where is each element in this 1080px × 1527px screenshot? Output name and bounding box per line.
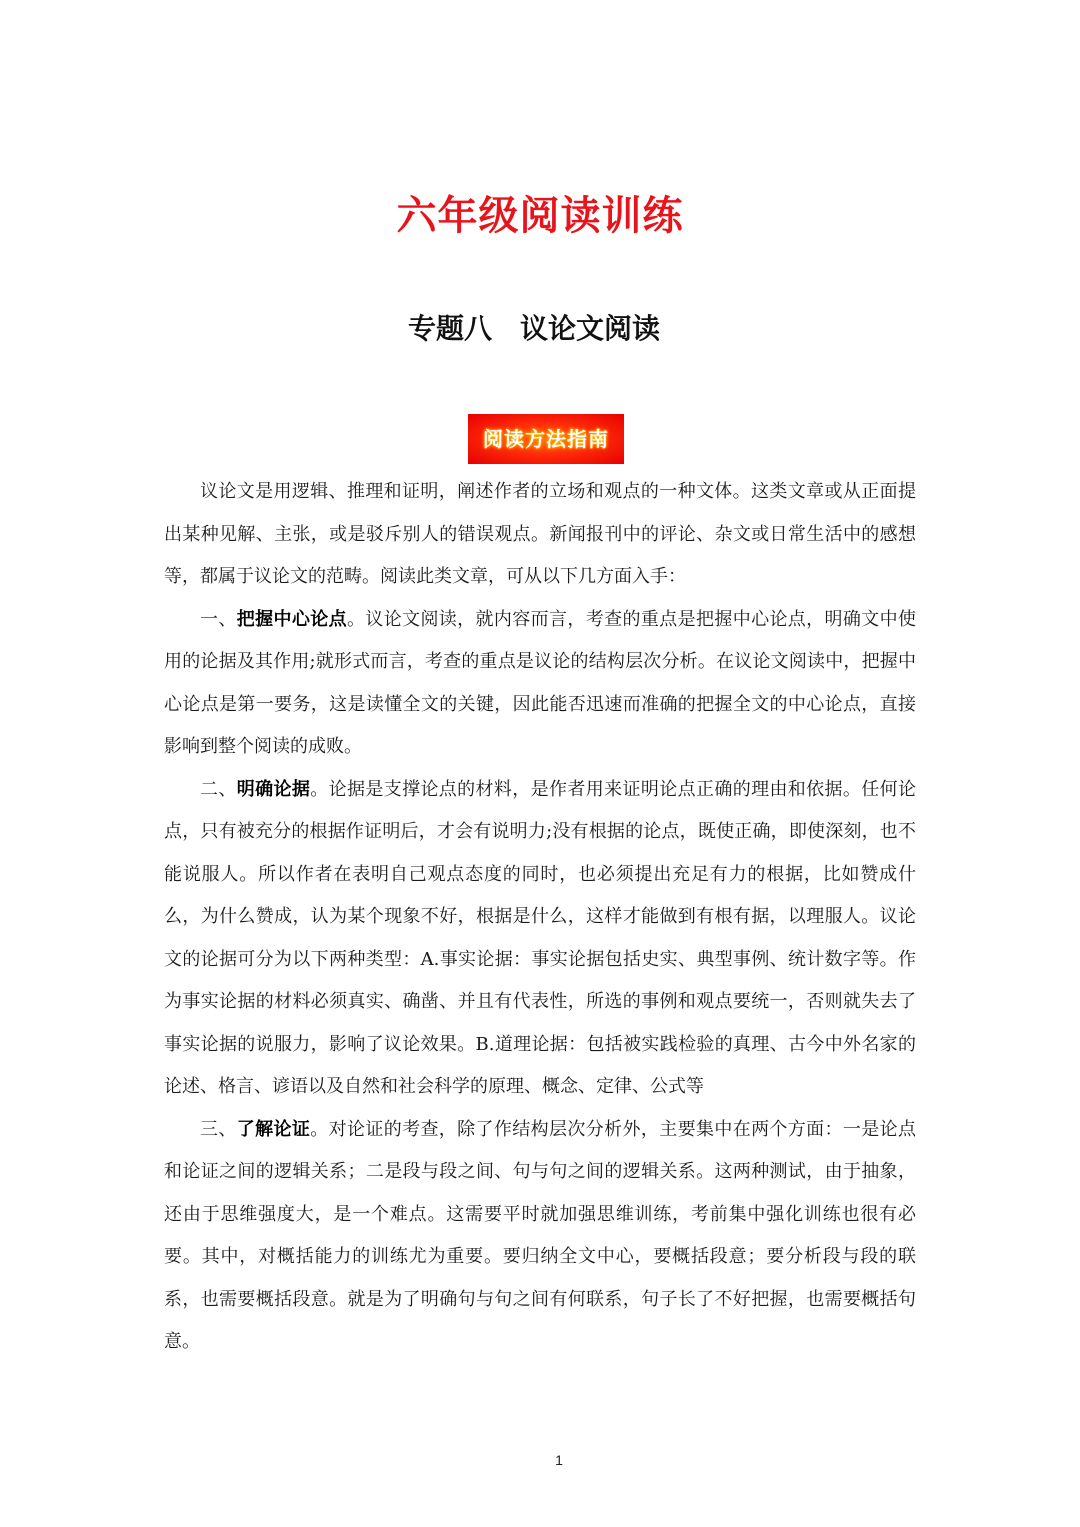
paragraph-text: 。议论文阅读，就内容而言，考查的重点是把握中心论点，明确文中使用的论据及其作用;就形式而言，考查的重点是议论的结构层次分析。在议论文阅读中，把握中心论点是第一要务，这是读懂全文的关键，因此能否迅速而准确的把握全文的中心论点，直接影响到整个阅读的成败。: [164, 608, 917, 757]
paragraph-text: 。对论证的考查，除了作结构层次分析外，主要集中在两个方面：一是论点和论证之间的逻辑关系；二是段与段之间、句与句之间的逻辑关系。这两种测试，由于抽象，还由于思维强度大，是一个难点。这需要平时就加强思维训练，考前集中强化训练也很有必要。其中，对概括能力的训练尤为重要。要归纳全文中心，要概括段意；要分析段与段的联系，也需要概括段意。就是为了明确句与句之间有何联系，句子长了不好把握，也需要概括句意。: [164, 1118, 917, 1352]
page-subtitle: 专题八 议论文阅读: [407, 312, 660, 345]
reading-guide-badge: 阅读方法指南: [468, 414, 624, 464]
paragraph-text: 议论文是用逻辑、推理和证明，阐述作者的立场和观点的一种文体。这类文章或从正面提出某种见解、主张，或是驳斥别人的错误观点。新闻报刊中的评论、杂文或日常生活中的感想等，都属于议论文的范畴。阅读此类文章，可从以下几方面入手：: [164, 481, 916, 587]
page-title: 六年级阅读训练: [396, 193, 684, 239]
article-body: [164, 471, 916, 1364]
section-heading: 明确论据: [236, 778, 311, 800]
page-number: 1: [555, 1452, 563, 1468]
section-paragraph-3: [164, 1109, 916, 1364]
section-heading: 把握中心论点: [236, 608, 347, 630]
section-paragraph-1: [164, 599, 916, 769]
section-number: 三、: [200, 1118, 237, 1140]
intro-paragraph: [164, 471, 916, 599]
section-paragraph-2: [164, 769, 916, 1109]
section-heading: 了解论证: [236, 1118, 311, 1140]
section-number: 二、: [200, 778, 237, 800]
section-number: 一、: [200, 608, 237, 630]
paragraph-text: 。论据是支撑论点的材料，是作者用来证明论点正确的理由和依据。任何论点，只有被充分的根据作证明后，才会有说明力;没有根据的论点，既使正确，即使深刻，也不能说服人。所以作者在表明自己观点态度的同时，也必须提出充足有力的根据，比如赞成什么，为什么赞成，认为某个现象不好，根据是什么，这样才能做到有根有据，以理服人。议论文的论据可分为以下两种类型：A.事实论据：事实论据包括史实、典型事例、统计数字等。作为事实论据的材料必须真实、确凿、并且有代表性，所选的事例和观点要统一，否则就失去了事实论据的说服力，影响了议论效果。B.道理论据：包括被实践检验的真理、古今中外名家的论述、格言、谚语以及自然和社会科学的原理、概念、定律、公式等: [164, 778, 917, 1097]
